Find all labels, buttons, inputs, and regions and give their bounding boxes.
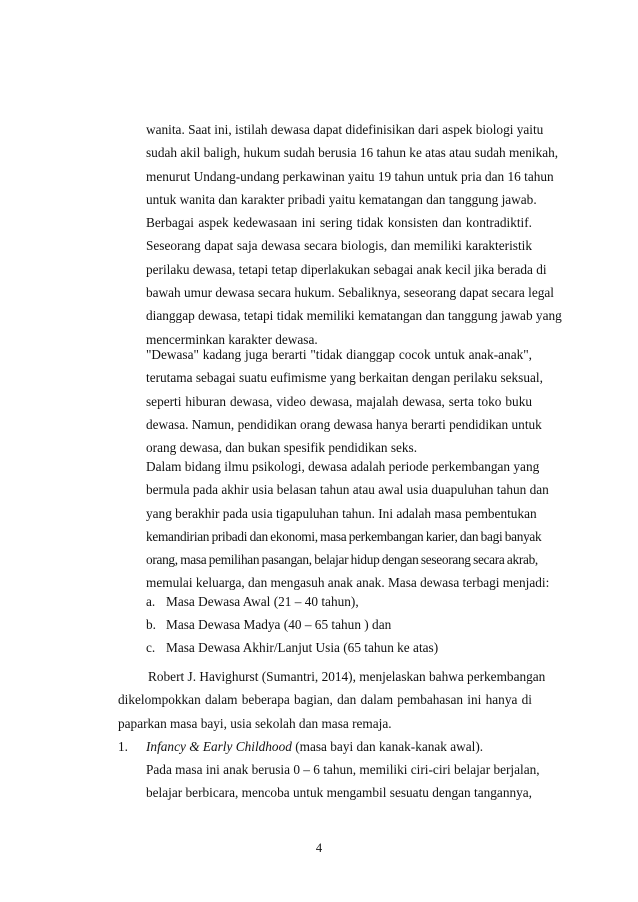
text-line: Berbagai aspek kedewasaan ini sering tidak konsisten dan kontradiktif. — [146, 215, 532, 231]
list-item-text: Masa Dewasa Madya (40 – 65 tahun ) dan — [166, 617, 392, 632]
text-line: Dalam bidang ilmu psikologi, dewasa adalah periode perkembangan yang — [146, 459, 540, 474]
text-line: sudah akil baligh, hukum sudah berusia 16 tahun ke atas atau sudah menikah, — [146, 145, 559, 161]
paragraph-havighurst — [118, 665, 546, 735]
text-line: Pada masa ini anak berusia 0 – 6 tahun, memiliki ciri-ciri belajar berjalan, — [146, 762, 540, 777]
text-line: dikelompokkan dalam beberapa bagian, dan dalam pembahasan ini hanya di — [118, 692, 532, 708]
list-marker: c. — [146, 640, 156, 655]
paragraph-infancy-description — [146, 758, 540, 805]
text-line: seperti hiburan dewasa, video dewasa, majalah dewasa, serta toko buku — [146, 393, 532, 409]
text-line: mencerminkan karakter dewasa. — [146, 331, 318, 347]
item-title-italic: Infancy & Early Childhood — [146, 739, 292, 754]
text-line: perilaku dewasa, tetapi tetap diperlakukan sebagai anak kecil jika berada di — [146, 261, 547, 277]
list-item-early-adulthood — [146, 590, 532, 613]
text-line: bermula pada akhir usia belasan tahun atau awal usia duapuluhan tahun dan — [146, 482, 549, 498]
text-line: dewasa. Namun, pendidikan orang dewasa hanya berarti pendidikan untuk — [146, 416, 542, 432]
text-line: bawah umur dewasa secara hukum. Sebaliknya, seseorang dapat secara legal — [146, 285, 554, 301]
text-line: paparkan masa bayi, usia sekolah dan masa remaja. — [118, 715, 392, 731]
text-line: dianggap dewasa, tetapi tidak memiliki kematangan dan tanggung jawab yang — [146, 308, 562, 324]
list-item-middle-adulthood — [146, 613, 532, 636]
list-item-text: Masa Dewasa Akhir/Lanjut Usia (65 tahun ke atas) — [166, 640, 439, 655]
paragraph-psychology — [146, 455, 550, 595]
page-number: 4 — [315, 841, 323, 855]
paragraph-definition-of-adult — [146, 118, 562, 351]
text-line: Robert J. Havighurst (Sumantri, 2014), menjelaskan bahwa perkembangan — [148, 669, 546, 684]
list-marker: a. — [146, 594, 156, 609]
list-marker: b. — [146, 617, 156, 632]
text-line: orang dewasa, dan bukan spesifik pendidikan seks. — [146, 440, 418, 456]
text-line: belajar berbicara, mencoba untuk mengambil sesuatu dengan tangannya, — [146, 785, 532, 801]
item-title-suffix: (masa bayi dan kanak-kanak awal). — [291, 739, 484, 754]
list-item-late-adulthood — [146, 636, 532, 659]
text-line: menurut Undang-undang perkawinan yaitu 19 tahun untuk pria dan 16 tahun — [146, 168, 554, 184]
text-line: Seseorang dapat saja dewasa secara biologis, dan memiliki karakteristik — [146, 238, 532, 254]
text-line: wanita. Saat ini, istilah dewasa dapat didefinisikan dari aspek biologi yaitu — [146, 122, 544, 137]
text-line: kemandirian pribadi dan ekonomi, masa perkembangan karier, dan bagi banyak — [146, 528, 542, 544]
text-line: yang berakhir pada usia tigapuluhan tahun. Ini adalah masa pembentukan — [146, 505, 537, 521]
numbered-item-infancy — [118, 735, 532, 758]
list-item-text: Masa Dewasa Awal (21 – 40 tahun), — [166, 594, 359, 609]
list-number: 1. — [118, 739, 128, 754]
text-line: memulai keluarga, dan mengasuh anak anak. Masa dewasa terbagi menjadi: — [146, 575, 550, 591]
text-line: terutama sebagai suatu eufimisme yang berkaitan dengan perilaku seksual, — [146, 370, 543, 386]
text-line: "Dewasa" kadang juga berarti "tidak dianggap cocok untuk anak-anak", — [146, 347, 532, 362]
text-line: orang, masa pemilihan pasangan, belajar hidup dengan seseorang secara akrab, — [146, 552, 538, 568]
text-line: untuk wanita dan karakter pribadi yaitu kematangan dan tanggung jawab. — [146, 191, 537, 207]
paragraph-euphemism — [146, 343, 543, 459]
